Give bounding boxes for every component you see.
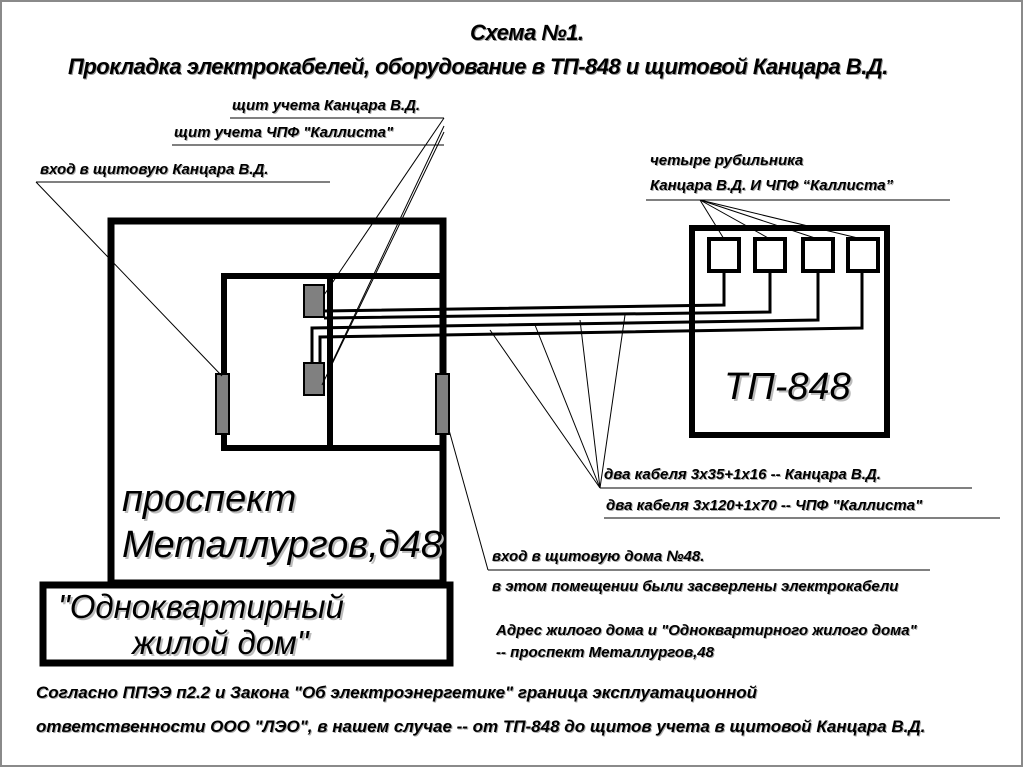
cable-bundle <box>312 271 862 363</box>
label-address-line1: Адрес жилого дома и "Одноквартирного жилого дома" <box>496 622 917 639</box>
label-switches-line2: Канцара В.Д. И ЧПФ “Каллиста” <box>650 177 894 194</box>
switch-1 <box>709 239 739 271</box>
footer-note-line1: Согласно ППЭЭ п2.2 и Закона "Об электроэнергетике" граница эксплуатационной <box>36 683 758 702</box>
footer-note-line2: ответственности ООО "ЛЭО", в нашем случае -- от ТП-848 до щитов учета в щитовой Канцара В.Д. <box>36 717 926 736</box>
label-tp-848: ТП-848 <box>724 366 851 408</box>
label-meter-kallista: щит учета ЧПФ "Каллиста" <box>174 124 394 141</box>
scheme-subtitle: Прокладка электрокабелей, оборудование в ТП-848 и щитовой Канцара В.Д. <box>68 54 888 79</box>
door-kancara-room <box>216 374 229 434</box>
meter-board-kancara <box>304 285 324 317</box>
label-cables-kancara: два кабеля 3х35+1х16 -- Канцара В.Д. <box>604 466 881 483</box>
label-house-line1: "Одноквартирный <box>58 588 344 625</box>
label-address-line2: -- проспект Металлургов,48 <box>496 644 714 661</box>
scheme-title: Схема №1. <box>470 20 584 45</box>
label-entrance-kancara: вход в щитовую Канцара В.Д. <box>40 161 269 178</box>
label-street-line2: Металлургов,д48 <box>122 524 442 566</box>
label-meter-kancara: щит учета Канцара В.Д. <box>232 97 421 114</box>
label-cables-kallista: два кабеля 3х120+1х70 -- ЧПФ "Каллиста" <box>606 497 923 514</box>
label-street-line1: проспект <box>122 478 297 520</box>
meter-board-kallista <box>304 363 324 395</box>
label-entrance-house-line1: вход в щитовую дома №48. <box>492 548 705 565</box>
switch-2 <box>755 239 785 271</box>
switch-4 <box>848 239 878 271</box>
label-entrance-house-line2: в этом помещении были засверлены электрокабели <box>492 578 899 595</box>
label-house-line2: жилой дом" <box>132 624 309 661</box>
door-house-room <box>436 374 449 434</box>
switch-3 <box>803 239 833 271</box>
label-switches-line1: четыре рубильника <box>650 152 804 169</box>
